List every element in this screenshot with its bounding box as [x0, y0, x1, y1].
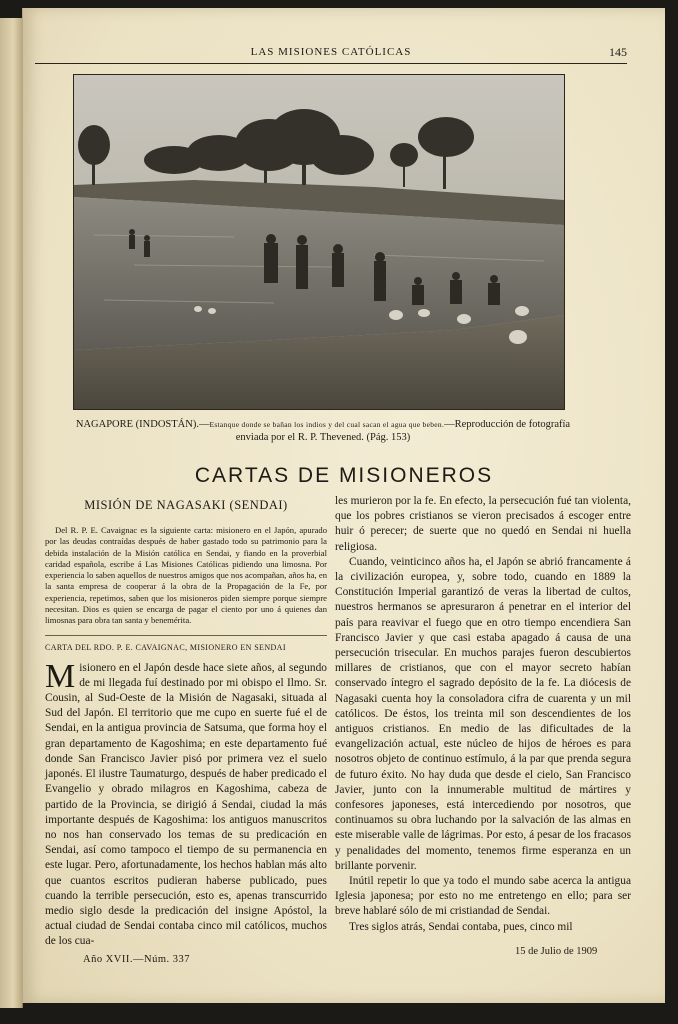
page-number: 145	[609, 45, 627, 59]
adjacent-page-edge	[0, 18, 23, 1008]
paragraph: les murieron por la fe. En efecto, la persecución fué tan violenta, que los pobres cristianos se vieron precisados á escoger entre huir ó perecer; de suerte que no quedó en Sendai ni huella religiosa.	[335, 495, 631, 553]
page	[22, 8, 665, 1003]
date-footer: 15 de Julio de 1909	[515, 946, 598, 957]
left-column	[45, 494, 327, 950]
running-header	[35, 44, 627, 64]
issue-footer: Año XVII.—Núm. 337	[83, 954, 190, 965]
letter-body-left	[45, 657, 327, 950]
letter-body-left-text: isionero en el Japón desde hace siete años, al segundo de mi llegada fuí destinado por mi obispo el Ilmo. Sr. Cousin, al Sud-Oeste de la Misión de Nagasaki, situada al Sud del Japón. El territorio que me cupo en suerte fué el de Sendai, en la antigua provincia de Satsuma, que forma hoy el gran departamento de Kagoshima; en este departamento fué donde San Francisco Javier pisó por primera vez el suelo japonés. El ilustre Taumaturgo, después de haber predicado el Evangelio y obrado milagros en Kagoshima, cabeza de partido de la Provincia, se dirigió á Sendai, ciudad la más importante después de Kagoshima: los antiguos manuscritos no nos han conservado los temas de su predicación en Sendai, así como tampoco el tiempo de su permanencia en este lugar. Pero, afortunadamente, los hechos hablan más alto que cuantos escritos pudieran haberse publicado, pues cuando la terrible persecución, esto es, apenas transcurrido medio siglo desde la predicación del insigne Apóstol, la actual ciudad de Sendai contaba cinco mil católicos, muchos de los cua-	[45, 661, 327, 948]
caption-description: Estanque donde se bañan los indios y del cual sacan el agua que beben.	[209, 420, 445, 429]
article-title: MISIÓN DE NAGASAKI (SENDAI)	[84, 498, 288, 512]
right-column	[335, 494, 631, 935]
running-header-title: LAS MISIONES CATÓLICAS	[250, 46, 412, 58]
photo-caption	[59, 418, 587, 444]
paragraph: Tres siglos atrás, Sendai contaba, pues, cinco mil	[349, 920, 573, 933]
paragraph: Inútil repetir lo que ya todo el mundo sabe acerca la antigua Iglesia japonesa; por esto no me entretengo en ello; para ser breve hablaré sólo de mi cristiandad de Sendai.	[335, 875, 631, 918]
article-intro: Del R. P. E. Cavaignac es la siguiente carta: misionero en el Japón, apurado por las deudas contraídas después de haber gastado todo su patrimonio para la debida instalación de la Misión católica en Sendai, y fiando en la proverbial caridad española, escribe á Las Misiones Católicas pidiendo una limosna. Por experiencia lo saben aquellos de nuestros amigos que nos acompañan, años ha, en la santa empresa de cooperar á la obra de la Propagación de la Fe, por experiencia, repetimos, saben que los misioneros piden siempre porque siempre necesitan. Dios es quien se encarga de pagar el ciento por uno á quienes dan limosnas para obra tan santa y benemérita.	[45, 525, 327, 626]
letter-heading: CARTA DEL RDO. P. E. CAVAIGNAC, MISIONERO EN SENDAI	[45, 635, 327, 653]
drop-cap: M	[45, 657, 76, 695]
pond-photo-illustration	[74, 75, 564, 409]
paragraph: Cuando, veinticinco años ha, el Japón se abrió francamente á la civilización europea, y, sobre todo, cuando en 1889 la Constitución Imperial garantizó de veras la libertad de cultos, nuestros hermanos se apresuraron á penetrar en el interior del país para reavivar el fuego que en otro tiempo encendiera San Francisco Javier y que casi estaba apagado á causa de una persecución trisecular. En muchos parajes fueron descubiertos millares de cristianos, que con el mayor secreto habían conservado íntegro el sagrado depósito de la fe. La diócesis de Nagasaki cuenta hoy la consoladora cifra de cuarenta y un mil católicos. De éstos, los treinta mil son descendientes de los antiguos cristianos. En medio de las dificultades de la evangelización actual, este núcleo de hijos de héroes es para nosotros objeto de continuo estímulo, á la par que prenda segura de futuro éxito. No hay duda que desde el cielo, San Francisco Javier, junto con la innumerable multitud de mártires y confesores japoneses, está intercediendo por nosotros, que continuamos su obra luchando por la salvación de las almas en este miserable valle de lágrimas. Por esto, á pesar de los fracasos y penalidades del momento, tenemos firme esperanza en un brillante porvenir.	[335, 555, 631, 872]
section-title: CARTAS DE MISIONEROS	[194, 464, 494, 487]
caption-place: NAGAPORE (INDOSTÁN).—	[75, 419, 210, 430]
photograph	[73, 74, 565, 410]
caption-credit: —Reproducción de fotografía enviada por el R. P. Thevened. (Pág. 153)	[235, 419, 571, 443]
